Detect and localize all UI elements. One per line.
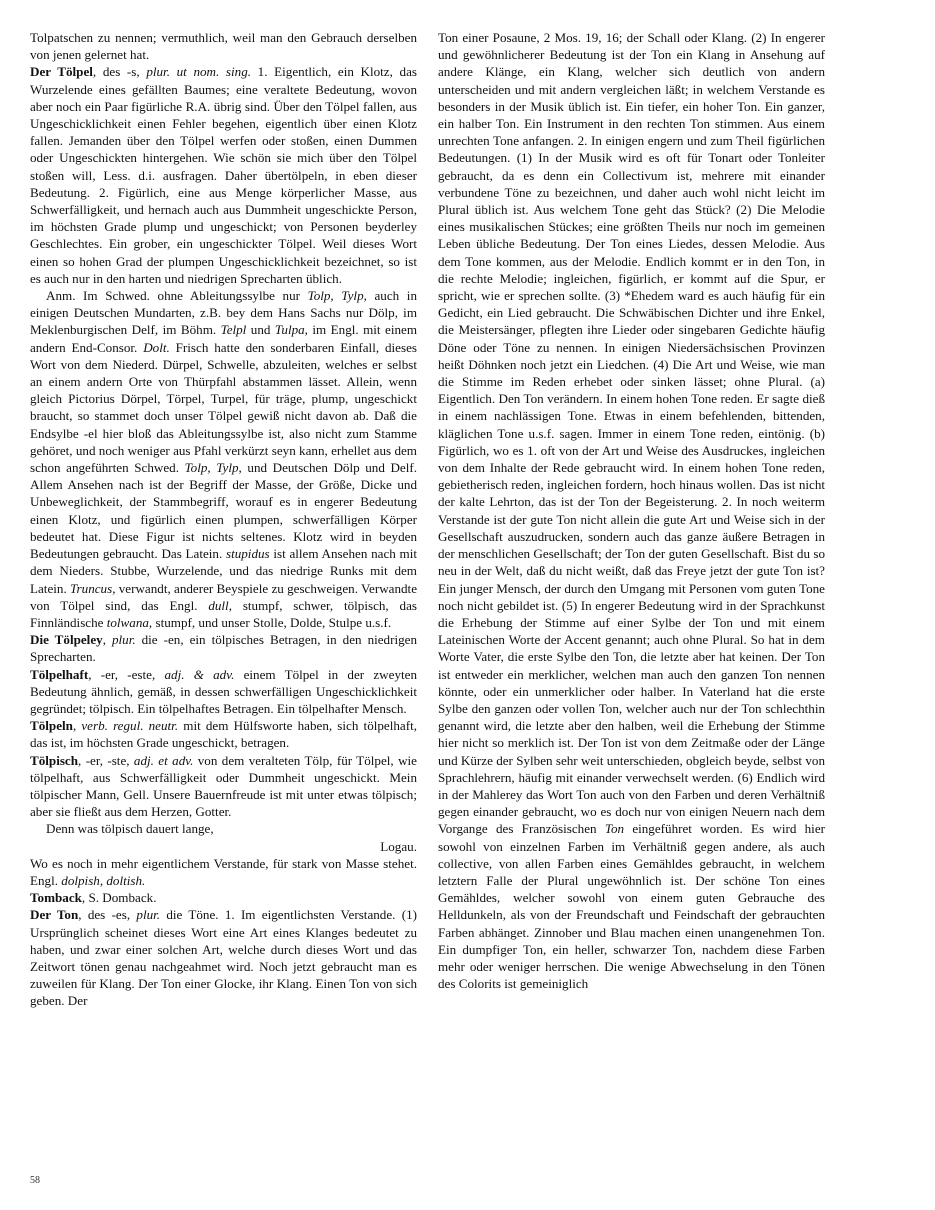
toelpisch-sep: , -er, -ste, [78,752,134,768]
ton-cont-text-2: eingeführet worden. Es wird hier sowohl von einzelnen Farben im Verhältniß gegen andere, als auch collective, von allen Farben eines Gemähldes gebraucht, in welchem letztern Falle der Plural ungewöhnlich ist. Der schöne Ton eines Gemähldes, welcher sowohl von einem guten Gebrauche des Helldunkeln, als von der Freundschaft und Feindschaft der gebrauchten Farben abhänget. Zinnober und Blau machen einen unangenehmen Ton. Ein dumpfiger Ton, ein heller, schwarzer Ton, nachdem diese Farben mehr oder weniger herrschen. Die wenige Abwechselung in den Tönen des Colorits ist gemeiniglich [438,821,825,992]
entry-toelpisch [30,752,417,821]
headword-toelpelhaft: Tölpelhaft [30,666,89,682]
entry-toelpel [30,63,417,287]
toelpel-annotation [30,287,417,631]
ton-gram: plur. [136,907,161,923]
toelpeley-gram: plur. [111,632,136,648]
anm-ital-9: tolwana, [106,614,153,630]
entry-toelpelhaft [30,666,417,718]
anm-text-7: ist allem Ansehen nach mit dem Nieders. Stubbe, Wurzelende, und das niedrige Runks mit dem Latein. [30,546,418,596]
headword-ton: Der Ton [30,907,79,923]
anm-ital-4: Dolt. [143,339,170,355]
toelpelhaft-sep: , -er, -este, [88,666,165,682]
toelpeley-sep: , [102,632,112,648]
left-column [30,29,417,1010]
tomback-body: , S. Domback. [81,890,157,906]
anm-text-9: stumpf, schwer, tölpisch, das Finnländische [30,597,417,630]
headword-toelpeley: Die Tölpeley [30,632,103,648]
ton-cont-text-1: Ton einer Posaune, 2 Mos. 19, 16; der Schall oder Klang. (2) In engerer und gewöhnlicherer Bedeutung ist der Ton ein Klang in Ansehung auf andere Klänge, ein Klang, welcher sich deutlich von andern unterscheiden und mit andern vergleichen läßt; in welchem Verstande es besonders in der Musik üblich ist. Ein tiefer, ein hoher Ton. Ein ganzer, ein halber Ton. Ein Instrument in den rechten Ton stimmen. Aus einem unrechten Tone anfangen. 2. In einigen engern und zum Theil figürlichen Bedeutungen. (1) In der Musik wird es oft für Tonart oder Tonleiter gebraucht, da es denn ein Collectivum ist, mehrere mit einander verbundene Töne zu bezeichnen, und daher auch wohl nicht leicht im Plural üblich ist. Aus welchem Tone geht das Stück? (2) Die Melodie eines musikalischen Stückes; eine größten Theils nur noch im gemeinen Leben übliche Bedeutung. Der Ton eines Liedes, dessen Melodie. Aus dem Tone kommen, aus der Melodie. Endlich kommt er in den Ton, in die rechte Melodie; ingleichen, figürlich, er kommt auf die Spur, er spricht, wie er sprechen sollte. (3) *Ehedem ward es auch häufig für ein Gedicht, ein Lied gebraucht. Die Schwäbischen Dichter und ihre Enkel, die Meistersänger, pflegten ihre Lieder oder singebaren Gedichte häufig Döne oder Töne zu nennen. In einigen Niedersächsischen Provinzen heißt Döhnken noch jetzt ein Liedchen. (4) Die Art und Weise, wie man die Stimme im Reden erhebet oder sinken lässet; ohne Plural. (a) Eigentlich. Den Ton verändern. In einem hohen Tone reden. Er sagte dieß in einem nachlässigen Tone. Etwas in einem befehlenden, bittenden, kläglichen Tone u.s.f. sagen. Immer in einem Tone reden, eintönig. (b) Figürlich, wo es 1. oft von der Art und Weise des Ausdruckes, ingleichen von dem Inhalte der Rede gebraucht wird. In einem hohen Tone reden, gebietherisch reden, ingleichen fordern, hoch hinaus wollen. Das ist nicht der kalte Lehrton, das ist der Ton der Begeisterung. 2. In noch weiterm Verstande ist der gute Ton nicht allein die gute Art und Weise sich in der Gesellschaft auszudrucken, sondern auch das ganze äußere Betragen in der menschlichen Gesellschaft; der Ton der guten Gesellschaft. Bist du so neu in der Welt, daß du nicht weißt, daß das Freye jetzt der gute Ton ist? Ein junger Mensch, der durch den Umgang mit Personen vom guten Tone noch nicht gebildet ist. (5) In engerer Bedeutung wird in der Sprachkunst die Erhebung der Stimme auf einer Sylbe der Ton und mit einem Lateinischen Worte der Accent genannt; auch ohne Plural. So hat in dem Worte Vater, die erste Sylbe den Ton, die letzte aber hat keinen. Der Ton ist entweder ein merklicher, welchen man auch den ganzen Ton nennen könnte, oder ein unmerklicher oder halber. In Vaterland hat die erste Sylbe den ganzen oder vollen Ton, welcher auch nur der Ton schlechthin genannt wird, die letzte aber den halben, weil die Erhebung der Stimme hier nicht so merklich ist. Der Ton ist von dem Zeitmaße oder der Länge und Kürze der Sylben sehr weit unterschieden, obgleich beyde, selbst von Sprachlehrern, häufig mit einander verwechselt werden. (6) Endlich wird in der Mahlerey das Wort Ton auch von den Farben und deren Verhältniß gegen einander gebraucht, wo es doch nur von einigen Neuern nach dem Vorgange des Französischen [438,30,825,837]
quoted-verse: Denn was tölpisch dauert lange, [46,821,214,837]
entry-toelpeln [30,717,417,751]
toelpel-body: 1. Eigentlich, ein Klotz, das Wurzelende eines gefällten Baumes; eine veraltete Bedeutung, wovon aber noch ein Paar figürliche R.A. übrig sind. Über den Tölpel fallen, aus Ungeschicklichkeit einen Fehler begehen, eigentlich über einen Klotz fallen. Jemanden über den Tölpel werfen oder stoßen, einen Dummen oder Ungeschickten hintergehen. Wie schön sie mich über den Tölpel stoßen will, Less. d.i. ausfragen. Daher übertölpeln, in eben dieser Bedeutung. 2. Figürlich, eine aus Menge körperlicher Masse, aus Schwerfälligkeit, und hernach auch aus Dummheit ungeschickte Person, im höchsten Grade plump und ungeschickt; von Personen beyderley Geschlechtes. Ein grober, ein ungeschickter Tölpel. Weil dieses Wort einen so hohen Grad der plumpen Ungeschicklichkeit bezeichnet, so ist es auch nur in den harten und niedrigen Sprecharten üblich. [30,64,418,286]
toelpel-gram-a: , des -s, [92,64,147,80]
anm-text-8: verwandt, anderer Beyspiele zu geschweigen. Verwandte von Tölpel sind, das Engl. [30,580,418,613]
entry-ton-continuation [438,29,825,992]
anm-ital-1: Tolp, Tylp, [307,288,367,304]
anm-ital-3: Tulpa, [274,322,308,338]
toelpisch-gram: adj. et adv. [133,752,194,768]
entry-toelpeley [30,631,417,665]
anm-text-2: auch in einigen Deutschen Mundarten, z.B. bey dem Hans Sachs nur Dölp, im Meklenburgischen Delf, im Böhm. [30,288,417,338]
ton-cont-ital-1: Ton [604,821,625,837]
anm-text-4: im Engl. mit einem andern End-Consor. [30,322,417,355]
entry-tomback [30,889,417,906]
anm-text-10: stumpf, und unser Stolle, Dolde, Stulpe u.s.f. [152,614,392,630]
toelpelhaft-body: einem Tölpel in der zweyten Bedeutung ähnlich, gemäß, in dessen schwerfälligen Ungeschicklichkeit gegründet; tölpisch. Ein tölpelhaftes Betragen. Ein tölpelhafter Mensch. [30,666,417,716]
after-verse-ital: dolpish, doltish. [61,872,146,888]
toelpeley-body: die -en, ein tölpisches Betragen, in den niedrigen Sprecharten. [30,632,418,665]
right-column [438,29,825,992]
headword-toelpel: Der Tölpel [30,64,93,80]
anm-text-1: Anm. Im Schwed. ohne Ableitungssylbe nur [46,288,308,304]
toelpeln-sep: , [72,718,82,734]
toelpisch-body: von dem veralteten Tölp, für Tölpel, wie tölpelhaft, aus Schwerfälligkeit oder Dummheit ungeschickt. Mein tölpischer Mann, Gell. Unsere Bauernfreude ist mit unter etwas tölpisch; aber sie fließt aus dem Herzen, Gotter. [30,752,417,820]
anm-text-5: Frisch hatte den sonderbaren Einfall, dieses Wort von dem Niederd. Dürpel, Schwelle, abzuleiten, welches er selbst an einem andern Orte von Thürpfahl abstammen lässet. Allein, wenn gleich Pictorius Dörpel, Törpel, Turpel, für träge, plump, ungeschickt braucht, so stammet doch unser Tölpel gewiß nicht davon ab. Daß die Endsylbe -el hier bloß das Ableitungssylbe ist, also nicht zum Stamme gehöret, und noch weniger aus Pfahl verkürzt seyn kann, erhellet aus dem schon angeführten Schwed. [30,339,417,476]
anm-ital-5: Tolp, Tylp, [184,460,242,476]
headword-toelpeln: Tölpeln [30,718,73,734]
entry-continuation: Tolpatschen zu nennen; vermuthlich, weil man den Gebrauch derselben von jenen gelernet hat. [30,30,417,63]
anm-ital-2: Telpl [220,322,247,338]
page-number: 58 [30,1175,40,1186]
toelpeln-gram: verb. regul. neutr. [81,718,179,734]
toelpel-gram-b: plur. ut nom. sing. [146,64,252,80]
ton-sep: , des -es, [78,907,137,923]
entry-ton [30,906,417,1009]
anm-text-3: und [246,322,275,338]
toelpelhaft-gram: adj. & adv. [164,666,235,682]
headword-tomback: Tomback [30,890,82,906]
verse-author: Logau. [380,838,417,854]
after-verse-body: Wo es noch in mehr eigentlichem Verstande, für stark von Masse stehet. Engl. [30,855,417,888]
anm-ital-7: Truncus, [70,580,116,596]
toelpisch-continuation [30,855,417,889]
toelpeln-body: mit dem Hülfsworte haben, sich tölpelhaft, das ist, im höchsten Grade ungeschickt, betragen. [30,718,418,751]
anm-ital-6: stupidus [225,546,270,562]
ton-body: die Töne. 1. Im eigentlichsten Verstande. (1) Ursprünglich scheinet dieses Wort eine Art eines Klanges bedeutet zu haben, und zwar einer solchen Art, welche durch dieses Wort und das Zeitwort tönen genau nachgeahmet wird. Noch jetzt gebraucht man es zuweilen für Klang. Der Ton einer Glocke, ihr Klang. Einen Ton von sich geben. Der [30,907,417,1009]
headword-toelpisch: Tölpisch [30,752,79,768]
anm-text-6: und Deutschen Dölp und Delf. Allem Ansehen nach ist der Begriff der Masse, der Größe, Dicke und Unbeweglichkeit, der Stammbegriff, worauf es in engerer Bedeutung einen Klotz, und figürlich einen plumpen, schwerfälligen Körper bedeutet hat. Diese Figur ist nichts seltenes. Klotz wird in beyden Bedeutungen gebraucht. Das Latein. [30,460,417,562]
anm-ital-8: dull, [208,597,232,613]
